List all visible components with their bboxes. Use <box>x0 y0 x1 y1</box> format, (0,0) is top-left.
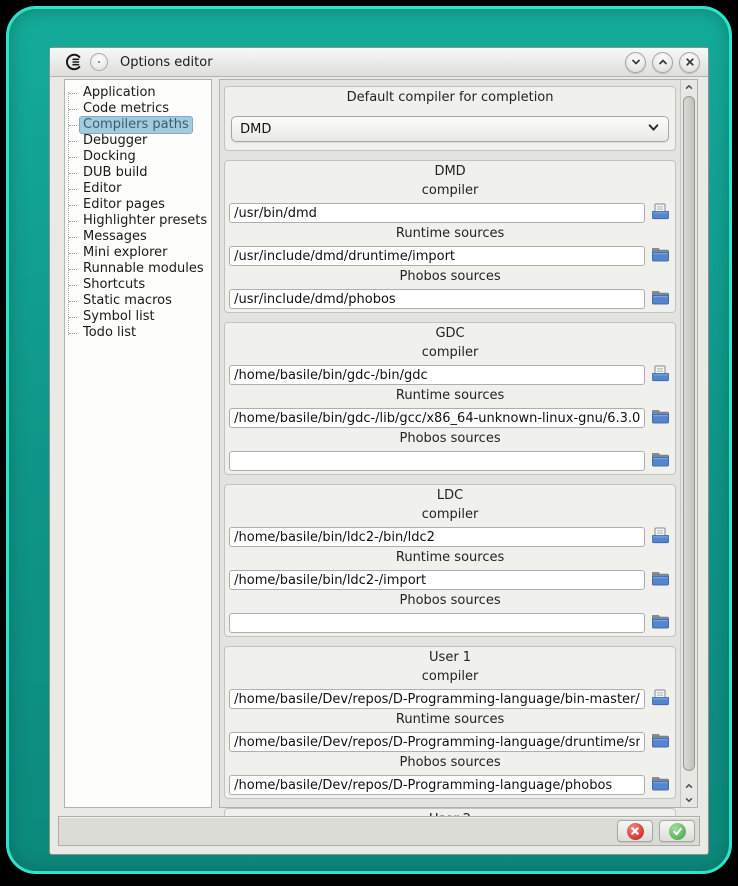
field-label: Runtime sources <box>395 226 505 241</box>
folder-icon <box>651 246 670 267</box>
statusbar <box>58 816 700 846</box>
compiler-group-gdc <box>224 322 676 475</box>
group-title: Default compiler for completion <box>346 90 554 105</box>
sidebar-item-application[interactable] <box>65 85 211 101</box>
group-title: GDC <box>435 326 465 341</box>
field-label: Runtime sources <box>395 388 505 403</box>
sidebar-item-mini-explorer[interactable] <box>65 245 211 261</box>
sidebar-item-debugger[interactable] <box>65 133 211 149</box>
group-title: User 1 <box>429 650 472 665</box>
tree-branch-icon <box>69 173 77 174</box>
sidebar-item-static-macros[interactable] <box>65 293 211 309</box>
ldc-runtime-sources-input[interactable] <box>229 570 645 590</box>
select-folder-button[interactable] <box>649 289 671 309</box>
select-folder-button[interactable] <box>649 613 671 633</box>
gdc-phobos-sources-input[interactable] <box>229 451 645 471</box>
sidebar-item-compilers-paths[interactable] <box>65 117 211 133</box>
sidebar-item-label: Highlighter presets <box>83 213 208 228</box>
field-row <box>229 365 671 385</box>
sidebar-item-label: Debugger <box>83 133 148 148</box>
tree-branch-icon <box>69 285 77 286</box>
folder-icon <box>651 732 670 753</box>
field-label: Runtime sources <box>395 712 505 727</box>
open-file-button[interactable] <box>649 689 671 709</box>
sidebar-item-label: Editor <box>83 181 122 196</box>
chevron-down-icon <box>630 56 642 68</box>
field-label: Runtime sources <box>395 550 505 565</box>
field-label: compiler <box>421 345 479 360</box>
options-editor-window <box>49 47 709 855</box>
tree-branch-icon <box>69 189 77 190</box>
field-label: compiler <box>421 507 479 522</box>
minimize-button[interactable] <box>625 52 646 73</box>
user-1-compiler-input[interactable] <box>229 689 645 709</box>
ldc-compiler-input[interactable] <box>229 527 645 547</box>
file-icon <box>651 527 670 548</box>
select-folder-button[interactable] <box>649 451 671 471</box>
field-label: Phobos sources <box>399 431 501 446</box>
sidebar-item-editor-pages[interactable] <box>65 197 211 213</box>
accept-icon <box>669 823 686 840</box>
settings-panel <box>219 79 698 808</box>
select-folder-button[interactable] <box>649 732 671 752</box>
group-title: DMD <box>434 164 466 179</box>
tree-branch-icon <box>69 109 77 110</box>
scroll-down-button[interactable] <box>681 793 697 807</box>
window-title: Options editor <box>120 54 213 70</box>
folder-icon <box>651 775 670 796</box>
select-folder-button[interactable] <box>649 408 671 428</box>
chevron-down-icon <box>684 795 694 805</box>
folder-icon <box>651 289 670 310</box>
tree-branch-icon <box>69 253 77 254</box>
default-compiler-group <box>224 86 676 151</box>
scrollbar-thumb[interactable] <box>683 96 695 771</box>
sidebar-item-label: Static macros <box>83 293 172 308</box>
select-folder-button[interactable] <box>649 775 671 795</box>
sidebar-item-shortcuts[interactable] <box>65 277 211 293</box>
categories-panel <box>64 79 212 808</box>
field-label: Phobos sources <box>399 755 501 770</box>
field-row <box>229 775 671 795</box>
tree-branch-icon <box>69 205 77 206</box>
scrollbar-track[interactable] <box>681 94 697 779</box>
user-1-phobos-sources-input[interactable] <box>229 775 645 795</box>
sidebar-item-dub-build[interactable] <box>65 165 211 181</box>
tree-branch-icon <box>69 125 77 126</box>
dmd-phobos-sources-input[interactable] <box>229 289 645 309</box>
sidebar-item-symbol-list[interactable] <box>65 309 211 325</box>
cancel-button[interactable] <box>617 820 653 842</box>
sidebar-item-label: Shortcuts <box>83 277 146 292</box>
tree-branch-icon <box>69 93 77 94</box>
open-file-button[interactable] <box>649 527 671 547</box>
field-row <box>229 203 671 223</box>
tree-branch-icon <box>69 301 77 302</box>
tree-branch-icon <box>69 221 77 222</box>
file-icon <box>651 203 670 224</box>
folder-icon <box>651 451 670 472</box>
select-folder-button[interactable] <box>649 246 671 266</box>
sidebar-item-label: Symbol list <box>83 309 155 324</box>
sidebar-item-docking[interactable] <box>65 149 211 165</box>
vertical-scrollbar[interactable] <box>680 80 697 807</box>
gdc-compiler-input[interactable] <box>229 365 645 385</box>
field-row <box>229 613 671 633</box>
chevron-up-icon <box>684 82 694 92</box>
dmd-compiler-input[interactable] <box>229 203 645 223</box>
user-1-runtime-sources-input[interactable] <box>229 732 645 752</box>
tree-branch-icon <box>69 317 77 318</box>
sidebar-list <box>65 85 211 341</box>
close-button[interactable] <box>679 52 700 73</box>
field-row <box>229 732 671 752</box>
titlebar[interactable] <box>50 48 708 77</box>
maximize-button[interactable] <box>652 52 673 73</box>
field-row <box>229 527 671 547</box>
field-label: compiler <box>421 669 479 684</box>
tree-branch-icon <box>69 237 77 238</box>
sidebar-item-label: Code metrics <box>83 101 170 116</box>
menu-dot-icon <box>98 61 100 63</box>
open-file-button[interactable] <box>649 203 671 223</box>
scroll-up-button[interactable] <box>681 80 697 94</box>
field-label: Phobos sources <box>399 269 501 284</box>
window-menu-button[interactable] <box>90 53 108 71</box>
sidebar-item-label: Runnable modules <box>83 261 204 276</box>
file-icon <box>651 689 670 710</box>
sidebar-item-todo-list[interactable] <box>65 325 211 341</box>
sidebar-item-messages[interactable] <box>65 229 211 245</box>
field-row <box>229 570 671 590</box>
folder-icon <box>651 613 670 634</box>
compiler-group-user-1 <box>224 646 676 799</box>
sidebar-item-runnable-modules[interactable] <box>65 261 211 277</box>
sidebar-item-editor[interactable] <box>65 181 211 197</box>
chevron-up-icon <box>684 781 694 791</box>
sidebar-item-label: Compilers paths <box>79 116 193 134</box>
dmd-runtime-sources-input[interactable] <box>229 246 645 266</box>
tree-branch-icon <box>69 333 77 334</box>
compiler-group-ldc <box>224 484 676 637</box>
field-row <box>229 451 671 471</box>
gdc-runtime-sources-input[interactable] <box>229 408 645 428</box>
field-row <box>229 689 671 709</box>
field-row <box>229 246 671 266</box>
compiler-group-dmd <box>224 160 676 313</box>
field-label: compiler <box>421 183 479 198</box>
sidebar-item-label: Todo list <box>83 325 137 340</box>
group-title: LDC <box>436 488 464 503</box>
cancel-icon <box>627 823 644 840</box>
close-icon <box>684 56 696 68</box>
field-row <box>229 408 671 428</box>
tree-branch-icon <box>69 141 77 142</box>
tree-branch-icon <box>69 157 77 158</box>
window-body <box>50 77 708 814</box>
window-frame-decoration <box>6 6 732 874</box>
open-file-button[interactable] <box>649 365 671 385</box>
app-icon <box>64 52 84 72</box>
accept-button[interactable] <box>659 820 695 842</box>
sidebar-item-label: Docking <box>83 149 136 164</box>
select-folder-button[interactable] <box>649 570 671 590</box>
folder-icon <box>651 570 670 591</box>
default-compiler-select[interactable] <box>231 116 669 142</box>
field-row <box>229 289 671 309</box>
field-label: Phobos sources <box>399 593 501 608</box>
sidebar-item-highlighter-presets[interactable] <box>65 213 211 229</box>
sidebar-item-label: Messages <box>83 229 147 244</box>
file-icon <box>651 365 670 386</box>
chevron-down-icon <box>647 121 660 138</box>
ldc-phobos-sources-input[interactable] <box>229 613 645 633</box>
sidebar-item-label: Mini explorer <box>83 245 168 260</box>
sidebar-item-label: DUB build <box>83 165 148 180</box>
sidebar-item-label: Editor pages <box>83 197 165 212</box>
splitter-handle[interactable] <box>212 79 219 814</box>
folder-icon <box>651 408 670 429</box>
sidebar-item-code-metrics[interactable] <box>65 101 211 117</box>
settings-scroll-content <box>220 80 680 807</box>
chevron-up-icon <box>657 56 669 68</box>
combobox-value: DMD <box>240 121 272 137</box>
tree-branch-icon <box>69 269 77 270</box>
scroll-up-button-bottom[interactable] <box>681 779 697 793</box>
sidebar-item-label: Application <box>83 85 156 100</box>
